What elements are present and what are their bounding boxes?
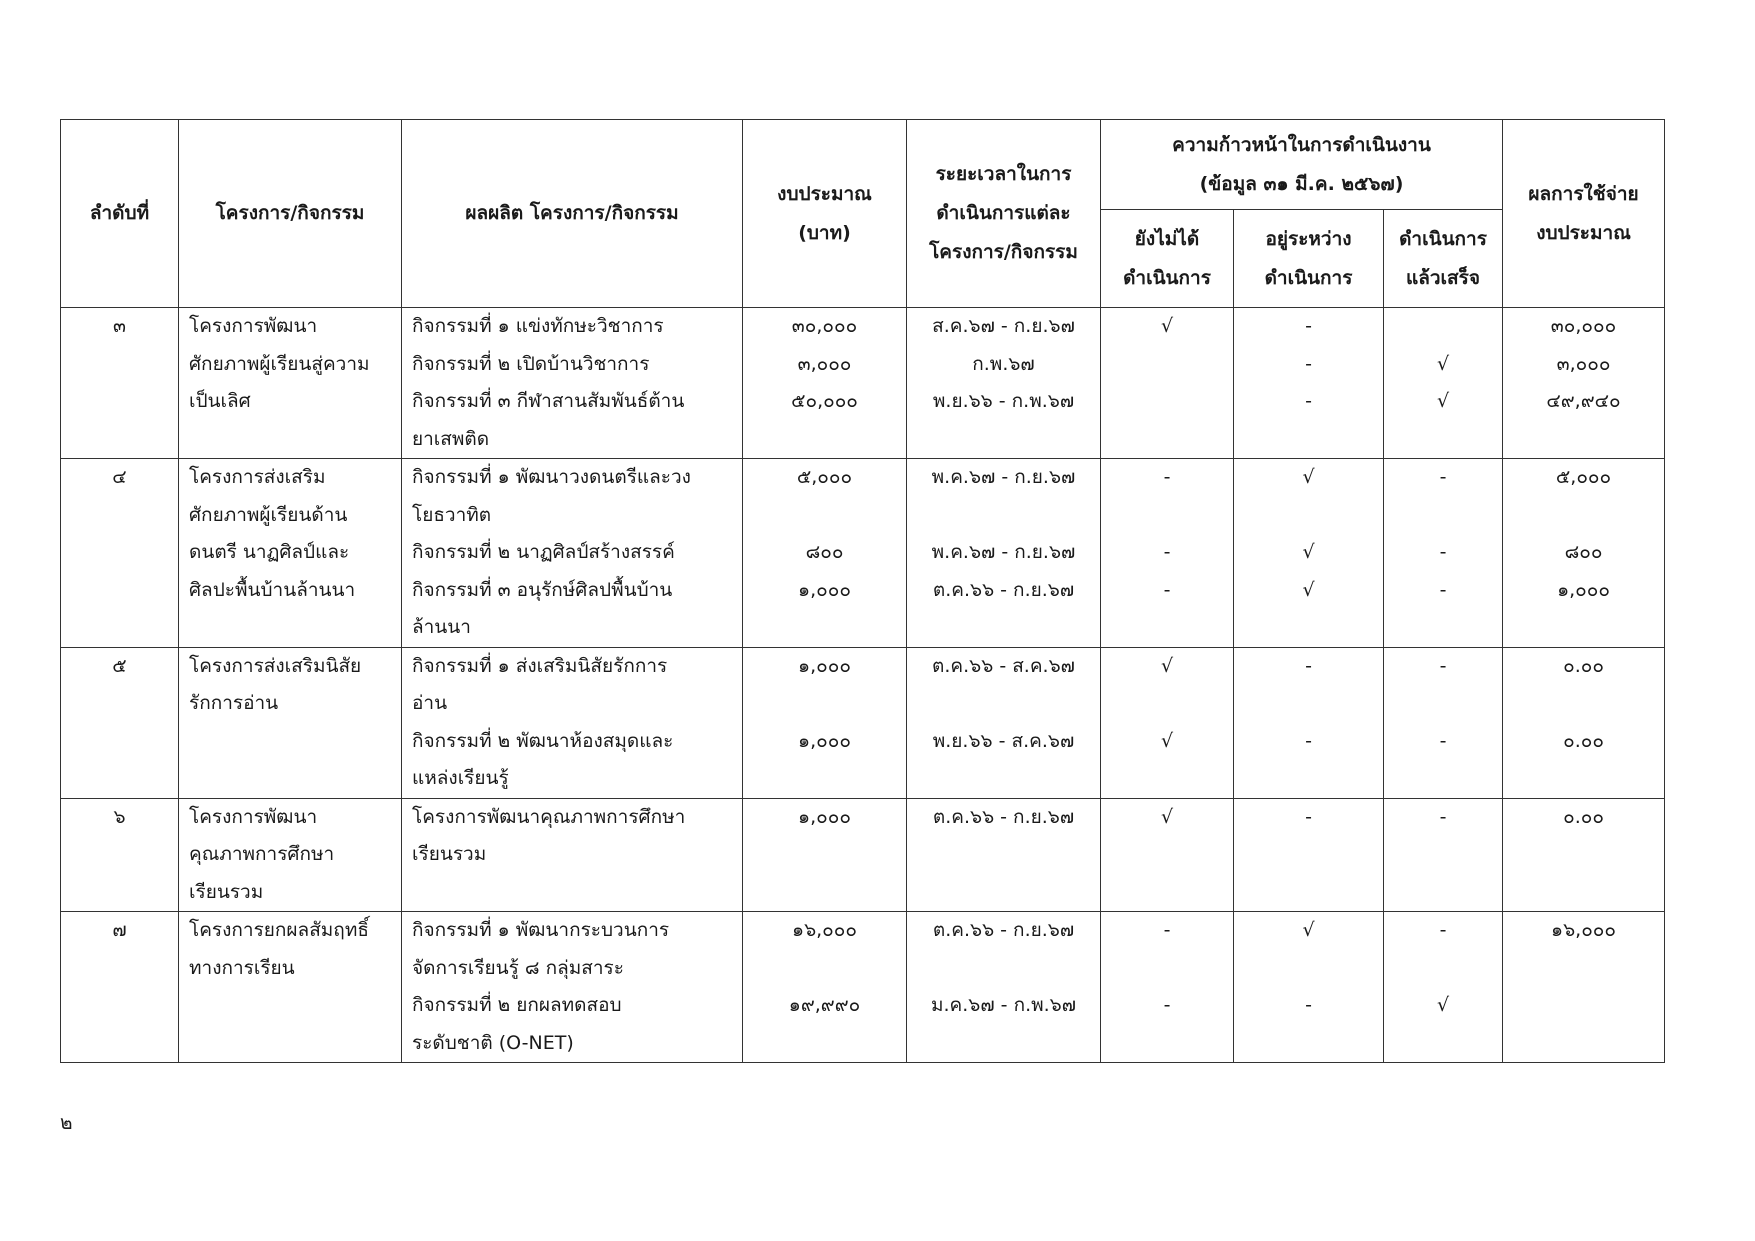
- in-progress-cell: [1234, 798, 1384, 912]
- project-line: โครงการส่งเสริม: [189, 466, 326, 488]
- output-line: กิจกรรมที่ ๑ พัฒนากระบวนการ: [412, 919, 670, 941]
- duration-cell: [907, 912, 1101, 1063]
- duration-cell: [907, 647, 1101, 798]
- duration-line: ก.พ.๖๗: [972, 352, 1035, 375]
- not-started-line: [1101, 383, 1233, 421]
- header-budget-line: (บาท): [798, 221, 851, 244]
- not-started-line: [1101, 1025, 1233, 1063]
- header-spent-line: งบประมาณ: [1536, 221, 1631, 244]
- project-line: ศักยภาพผู้เรียนสู่ความ: [189, 352, 370, 375]
- budget-line: [743, 874, 906, 912]
- header-in-progress: [1234, 210, 1384, 308]
- duration-line: ต.ค.๖๖ - ก.ย.๖๗: [932, 919, 1075, 941]
- duration-line: [907, 609, 1100, 647]
- in-progress-cell: [1234, 647, 1384, 798]
- in-progress-line: [1234, 421, 1383, 459]
- header-budget-line: งบประมาณ: [777, 182, 872, 205]
- project-cell: [179, 912, 402, 1063]
- in-progress-line: [1234, 685, 1383, 723]
- completed-line: -: [1439, 578, 1447, 601]
- output-line: ยาเสพติด: [412, 427, 490, 450]
- not-started-cell: [1101, 308, 1234, 459]
- table-body: [61, 308, 1665, 1063]
- in-progress-line: -: [1305, 390, 1312, 412]
- duration-line: พ.ย.๖๖ - ก.พ.๖๗: [932, 390, 1075, 412]
- header-not-started: [1101, 210, 1234, 308]
- output-line: กิจกรรมที่ ๓ อนุรักษ์ศิลปพื้นบ้าน: [412, 578, 673, 601]
- completed-line: [1384, 685, 1502, 723]
- not-started-line: -: [1163, 541, 1171, 563]
- budget-line: [743, 685, 906, 723]
- in-progress-cell: [1234, 912, 1384, 1063]
- completed-line: √: [1436, 352, 1450, 375]
- spent-line: [1503, 836, 1664, 874]
- in-progress-line: √: [1302, 466, 1315, 488]
- project-cell: [179, 308, 402, 459]
- budget-line: ๓๐,๐๐๐: [791, 315, 858, 337]
- header-progress: [1101, 120, 1503, 210]
- output-line: กิจกรรมที่ ๒ เปิดบ้านวิชาการ: [412, 352, 650, 375]
- in-progress-cell: [1234, 308, 1384, 459]
- in-progress-line: [1234, 497, 1383, 535]
- seq-line: ๕: [112, 654, 127, 677]
- header-duration: [907, 120, 1101, 308]
- output-line: กิจกรรมที่ ๒ พัฒนาห้องสมุดและ: [412, 729, 674, 752]
- table-row: [61, 459, 1665, 648]
- project-line: เป็นเลิศ: [189, 390, 251, 412]
- header-completed-line: แล้วเสร็จ: [1406, 266, 1480, 289]
- budget-line: [743, 950, 906, 988]
- spent-line: ๓,๐๐๐: [1556, 352, 1611, 375]
- budget-cell: [743, 459, 907, 648]
- duration-line: [907, 1025, 1100, 1063]
- not-started-line: [1101, 685, 1233, 723]
- budget-cell: [743, 308, 907, 459]
- duration-cell: [907, 798, 1101, 912]
- project-line: โครงการยกผลสัมฤทธิ์: [189, 919, 369, 941]
- progress-table: [60, 119, 1665, 1063]
- in-progress-line: [1234, 836, 1383, 874]
- completed-line: [1384, 836, 1502, 874]
- spent-line: ๔๙,๙๔๐: [1546, 390, 1621, 412]
- in-progress-line: [1234, 1025, 1383, 1063]
- in-progress-line: [1234, 950, 1383, 988]
- output-line: อ่าน: [412, 692, 448, 714]
- not-started-line: √: [1160, 315, 1174, 337]
- project-line: โครงการพัฒนา: [189, 805, 318, 828]
- header-completed-line: ดำเนินการ: [1399, 227, 1487, 250]
- project-line: ศักยภาพผู้เรียนด้าน: [189, 503, 348, 526]
- output-line: โครงการพัฒนาคุณภาพการศึกษา: [412, 805, 686, 828]
- header-completed: [1384, 210, 1503, 308]
- spent-line: [1503, 1025, 1664, 1063]
- project-cell: [179, 459, 402, 648]
- project-line: ทางการเรียน: [189, 956, 295, 979]
- in-progress-line: -: [1305, 654, 1312, 677]
- completed-line: -: [1439, 541, 1447, 563]
- not-started-line: [1101, 497, 1233, 535]
- output-cell: [402, 912, 743, 1063]
- in-progress-line: [1234, 874, 1383, 912]
- spent-line: ๐.๐๐: [1563, 654, 1604, 677]
- output-line: กิจกรรมที่ ๓ กีฬาสานสัมพันธ์ต้าน: [412, 390, 685, 412]
- completed-line: -: [1439, 466, 1447, 488]
- duration-line: ส.ค.๖๗ - ก.ย.๖๗: [932, 315, 1075, 337]
- seq-cell: [61, 798, 179, 912]
- duration-line: พ.ค.๖๗ - ก.ย.๖๗: [931, 466, 1076, 488]
- page-number: ๒: [60, 1112, 73, 1134]
- project-cell: [179, 798, 402, 912]
- spent-cell: [1503, 647, 1665, 798]
- spent-line: ๕,๐๐๐: [1555, 466, 1612, 488]
- budget-line: [743, 497, 906, 535]
- table-row: [61, 798, 1665, 912]
- header-progress-line: (ข้อมูล ๓๑ มี.ค. ๒๕๖๗): [1199, 172, 1404, 195]
- not-started-cell: [1101, 912, 1234, 1063]
- completed-line: -: [1439, 805, 1447, 828]
- spent-line: ๑,๐๐๐: [1557, 578, 1610, 601]
- seq-cell: [61, 647, 179, 798]
- duration-line: [907, 950, 1100, 988]
- output-line: [402, 874, 742, 912]
- completed-cell: [1384, 647, 1503, 798]
- budget-line: ๘๐๐: [805, 541, 844, 563]
- not-started-cell: [1101, 647, 1234, 798]
- not-started-line: [1101, 950, 1233, 988]
- in-progress-line: -: [1305, 315, 1312, 337]
- header-spent: [1503, 120, 1665, 308]
- spent-line: [1503, 987, 1664, 1025]
- output-line: กิจกรรมที่ ๒ นาฏศิลป์สร้างสรรค์: [412, 541, 675, 563]
- not-started-line: [1101, 874, 1233, 912]
- spent-line: [1503, 950, 1664, 988]
- not-started-line: -: [1163, 919, 1171, 941]
- budget-line: ๓,๐๐๐: [797, 352, 852, 375]
- budget-line: [743, 421, 906, 459]
- spent-line: [1503, 874, 1664, 912]
- budget-line: ๑,๐๐๐: [798, 578, 851, 601]
- header-in-progress-line: ดำเนินการ: [1264, 266, 1353, 289]
- project-line: ศิลปะพื้นบ้านล้านนา: [189, 578, 356, 601]
- not-started-line: [1101, 609, 1233, 647]
- output-line: กิจกรรมที่ ๑ พัฒนาวงดนตรีและวง: [412, 466, 691, 488]
- completed-cell: [1384, 308, 1503, 459]
- project-line: ดนตรี นาฏศิลป์และ: [189, 541, 350, 563]
- not-started-cell: [1101, 798, 1234, 912]
- spent-line: [1503, 609, 1664, 647]
- output-line: กิจกรรมที่ ๑ ส่งเสริมนิสัยรักการ: [412, 654, 668, 677]
- in-progress-line: -: [1305, 805, 1312, 828]
- not-started-line: -: [1163, 466, 1171, 488]
- spent-line: [1503, 760, 1664, 798]
- spent-cell: [1503, 308, 1665, 459]
- seq-cell: [61, 308, 179, 459]
- seq-line: ๗: [112, 919, 127, 941]
- spent-cell: [1503, 798, 1665, 912]
- output-line: แหล่งเรียนรู้: [412, 767, 509, 789]
- in-progress-line: -: [1305, 729, 1312, 752]
- not-started-line: -: [1163, 994, 1171, 1016]
- in-progress-cell: [1234, 459, 1384, 648]
- spent-line: ๑๖,๐๐๐: [1551, 919, 1616, 941]
- completed-line: [1384, 1025, 1502, 1063]
- project-line: เรียนรวม: [189, 880, 264, 903]
- seq-line: ๖: [113, 805, 126, 828]
- output-line: จัดการเรียนรู้ ๘ กลุ่มสาระ: [412, 956, 624, 979]
- budget-line: [743, 836, 906, 874]
- seq-line: ๔: [112, 466, 127, 488]
- spent-line: [1503, 421, 1664, 459]
- not-started-line: √: [1160, 805, 1174, 828]
- duration-line: [907, 760, 1100, 798]
- duration-line: [907, 836, 1100, 874]
- duration-cell: [907, 459, 1101, 648]
- completed-line: [1384, 874, 1502, 912]
- not-started-line: -: [1163, 578, 1171, 601]
- not-started-line: √: [1160, 654, 1174, 677]
- in-progress-line: √: [1302, 578, 1315, 601]
- header-output: ผลผลิต โครงการ/กิจกรรม: [402, 120, 743, 308]
- seq-line: ๓: [113, 315, 126, 337]
- budget-line: [743, 609, 906, 647]
- not-started-line: [1101, 760, 1233, 798]
- budget-line: ๕๐,๐๐๐: [791, 390, 858, 412]
- header-duration-line: ดำเนินการแต่ละ: [936, 202, 1071, 224]
- header-duration-line: โครงการ/กิจกรรม: [929, 241, 1078, 263]
- duration-line: [907, 685, 1100, 723]
- duration-line: ม.ค.๖๗ - ก.พ.๖๗: [930, 994, 1077, 1016]
- table-row: [61, 308, 1665, 459]
- header-duration-line: ระยะเวลาในการ: [935, 163, 1072, 185]
- completed-line: [1384, 308, 1502, 346]
- spent-line: ๘๐๐: [1564, 541, 1603, 563]
- seq-cell: [61, 912, 179, 1063]
- budget-cell: [743, 647, 907, 798]
- table-row: [61, 912, 1665, 1063]
- completed-line: [1384, 950, 1502, 988]
- output-line: กิจกรรมที่ ๑ แข่งทักษะวิชาการ: [412, 315, 664, 337]
- seq-cell: [61, 459, 179, 648]
- not-started-cell: [1101, 459, 1234, 648]
- not-started-line: [1101, 421, 1233, 459]
- spent-line: ๐.๐๐: [1563, 805, 1604, 828]
- completed-line: -: [1439, 654, 1447, 677]
- header-progress-line: ความก้าวหน้าในการดำเนินงาน: [1172, 133, 1431, 156]
- budget-line: [743, 760, 906, 798]
- duration-line: พ.ค.๖๗ - ก.ย.๖๗: [931, 541, 1076, 563]
- header-not-started-line: ดำเนินการ: [1123, 266, 1211, 289]
- output-cell: [402, 308, 743, 459]
- output-line: กิจกรรมที่ ๒ ยกผลทดสอบ: [412, 994, 622, 1016]
- project-line: โครงการพัฒนา: [189, 315, 318, 337]
- budget-line: ๑๙,๙๙๐: [788, 994, 861, 1016]
- completed-line: [1384, 421, 1502, 459]
- completed-line: -: [1439, 919, 1447, 941]
- spent-line: [1503, 497, 1664, 535]
- budget-cell: [743, 912, 907, 1063]
- spent-cell: [1503, 459, 1665, 648]
- budget-line: ๑,๐๐๐: [798, 654, 851, 677]
- output-line: โยธวาทิต: [412, 503, 492, 526]
- in-progress-line: -: [1305, 352, 1312, 375]
- completed-cell: [1384, 912, 1503, 1063]
- completed-line: [1384, 497, 1502, 535]
- budget-line: ๑,๐๐๐: [798, 805, 851, 828]
- duration-line: [907, 497, 1100, 535]
- budget-line: ๑๖,๐๐๐: [792, 919, 857, 941]
- output-cell: [402, 647, 743, 798]
- completed-cell: [1384, 798, 1503, 912]
- output-line: เรียนรวม: [412, 843, 487, 865]
- duration-line: [907, 874, 1100, 912]
- output-cell: [402, 798, 743, 912]
- not-started-line: [1101, 836, 1233, 874]
- output-cell: [402, 459, 743, 648]
- budget-line: ๕,๐๐๐: [796, 466, 853, 488]
- not-started-line: [1101, 346, 1233, 384]
- duration-cell: [907, 308, 1101, 459]
- project-cell: [179, 647, 402, 798]
- project-line: โครงการส่งเสริมนิสัย: [189, 654, 362, 677]
- completed-line: √: [1436, 390, 1450, 412]
- in-progress-line: √: [1302, 919, 1315, 941]
- duration-line: ต.ค.๖๖ - ก.ย.๖๗: [932, 805, 1075, 828]
- budget-line: [743, 1025, 906, 1063]
- header-in-progress-line: อยู่ระหว่าง: [1265, 227, 1352, 250]
- project-line: คุณภาพการศึกษา: [189, 843, 335, 865]
- spent-line: [1503, 685, 1664, 723]
- budget-line: ๑,๐๐๐: [798, 729, 851, 752]
- duration-line: ต.ค.๖๖ - ส.ค.๖๗: [932, 654, 1075, 677]
- completed-line: [1384, 760, 1502, 798]
- not-started-line: √: [1160, 729, 1174, 752]
- completed-cell: [1384, 459, 1503, 648]
- output-line: ระดับชาติ (O-NET): [412, 1031, 574, 1054]
- completed-line: [1384, 609, 1502, 647]
- in-progress-line: √: [1302, 541, 1315, 563]
- completed-line: √: [1436, 994, 1450, 1016]
- spent-line: ๐.๐๐: [1563, 729, 1604, 752]
- header-project: โครงการ/กิจกรรม: [179, 120, 402, 308]
- header-seq: ลำดับที่: [61, 120, 179, 308]
- completed-line: -: [1439, 729, 1447, 752]
- project-line: รักการอ่าน: [189, 692, 279, 714]
- header-not-started-line: ยังไม่ได้: [1134, 227, 1200, 250]
- budget-cell: [743, 798, 907, 912]
- spent-cell: [1503, 912, 1665, 1063]
- header-budget: [743, 120, 907, 308]
- spent-line: ๓๐,๐๐๐: [1550, 315, 1617, 337]
- duration-line: พ.ย.๖๖ - ส.ค.๖๗: [932, 729, 1075, 752]
- duration-line: [907, 421, 1100, 459]
- in-progress-line: -: [1305, 994, 1312, 1016]
- header-spent-line: ผลการใช้จ่าย: [1528, 182, 1639, 205]
- in-progress-line: [1234, 609, 1383, 647]
- in-progress-line: [1234, 760, 1383, 798]
- output-line: ล้านนา: [412, 616, 471, 638]
- table-row: [61, 647, 1665, 798]
- duration-line: ต.ค.๖๖ - ก.ย.๖๗: [932, 578, 1075, 601]
